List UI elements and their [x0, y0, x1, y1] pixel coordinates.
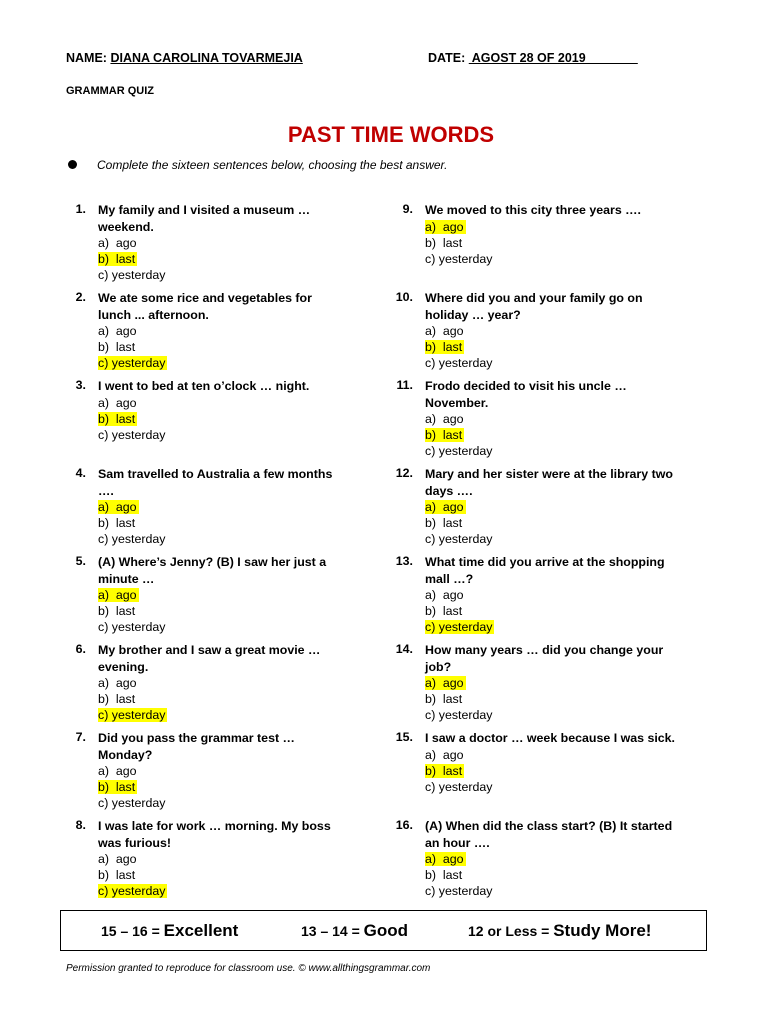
answer-option: [425, 707, 675, 723]
instructions: Complete the sixteen sentences below, choosing the best answer.: [97, 158, 448, 172]
answer-option: [98, 427, 348, 443]
question-number: 8.: [75, 818, 86, 832]
question-number: 13.: [395, 554, 413, 568]
selected-answer: a) ago: [425, 500, 464, 514]
option-text: c) yesterday: [425, 356, 493, 370]
answer-option: [98, 691, 348, 707]
selected-answer: b) last: [98, 411, 136, 426]
question-stem: We ate some rice and vegetables for lunch ... afternoon.: [98, 291, 312, 322]
score-label: Excellent: [163, 921, 239, 940]
question-body: [425, 378, 675, 459]
answer-option: [98, 339, 348, 355]
answer-option: [425, 251, 675, 267]
date-line: [428, 51, 638, 65]
question-number: 12.: [395, 466, 413, 480]
question-9: [389, 202, 689, 290]
option-text: b) last: [98, 340, 136, 354]
selected-answer: c) yesterday: [425, 620, 493, 634]
questions-right-column: [389, 202, 689, 906]
questions-left-column: [62, 202, 362, 906]
option-text: c) yesterday: [425, 444, 493, 458]
answer-option: [425, 747, 675, 763]
question-body: [98, 642, 348, 723]
option-text: c) yesterday: [98, 796, 166, 810]
answer-option: [425, 499, 675, 515]
question-number: 3.: [75, 378, 86, 392]
answer-option: [98, 323, 348, 339]
score-range: 12 or Less =: [468, 923, 554, 939]
question-11: [389, 378, 689, 466]
quiz-label: GRAMMAR QUIZ: [66, 85, 154, 97]
option-text: a) ago: [98, 764, 137, 778]
question-4: [62, 466, 362, 554]
question-stem: Where did you and your family go on holiday … year?: [425, 291, 643, 322]
answer-option: [425, 779, 675, 795]
selected-answer: a) ago: [425, 852, 464, 866]
question-stem: My brother and I saw a great movie … evening.: [98, 643, 321, 674]
score-range: 13 – 14 =: [301, 923, 364, 939]
answer-option: [425, 411, 675, 427]
bullet-icon: [68, 160, 77, 169]
selected-answer: b) last: [425, 763, 463, 778]
answer-option: [98, 411, 348, 427]
answer-option: [98, 851, 348, 867]
score-label: Good: [363, 921, 409, 940]
question-12: [389, 466, 689, 554]
selected-answer: a) ago: [98, 588, 137, 602]
question-number: 11.: [396, 378, 413, 392]
question-stem: Sam travelled to Australia a few months ….: [98, 467, 333, 498]
option-text: b) last: [98, 692, 136, 706]
question-number: 16.: [395, 818, 413, 832]
question-number: 7.: [75, 730, 86, 744]
score-good: [301, 921, 408, 941]
question-10: [389, 290, 689, 378]
question-stem: My family and I visited a museum … weekend.: [98, 203, 311, 234]
option-text: b) last: [425, 692, 463, 706]
option-text: b) last: [98, 604, 136, 618]
question-15: [389, 730, 689, 818]
question-stem: We moved to this city three years ….: [425, 203, 641, 217]
answer-option: [425, 323, 675, 339]
question-body: [425, 466, 675, 547]
answer-option: [98, 587, 348, 603]
option-text: a) ago: [98, 852, 137, 866]
answer-option: [98, 603, 348, 619]
answer-option: [98, 883, 348, 899]
answer-option: [98, 499, 348, 515]
question-number: 14.: [395, 642, 413, 656]
option-text: b) last: [425, 235, 463, 250]
answer-option: [98, 395, 348, 411]
option-text: a) ago: [98, 395, 137, 410]
option-text: c) yesterday: [98, 427, 166, 442]
question-body: [98, 378, 348, 443]
option-text: c) yesterday: [98, 532, 166, 546]
answer-option: [98, 515, 348, 531]
score-box: [60, 910, 707, 951]
option-text: a) ago: [425, 747, 464, 762]
option-text: c) yesterday: [425, 251, 493, 266]
name-value: DIANA CAROLINA TOVARMEJIA: [110, 51, 303, 65]
answer-option: [98, 795, 348, 811]
question-body: [425, 554, 675, 635]
answer-option: [98, 675, 348, 691]
question-body: [425, 290, 675, 371]
name-line: [66, 51, 303, 65]
score-range: 15 – 16 =: [101, 923, 164, 939]
answer-option: [98, 619, 348, 635]
answer-option: [98, 867, 348, 883]
option-text: b) last: [425, 868, 463, 882]
option-text: c) yesterday: [425, 779, 493, 794]
answer-option: [425, 763, 675, 779]
question-body: [98, 290, 348, 371]
selected-answer: b) last: [425, 428, 463, 442]
answer-option: [425, 515, 675, 531]
question-stem: Did you pass the grammar test … Monday?: [98, 731, 295, 762]
date-value: AGOST 28 OF 2019: [468, 51, 638, 65]
option-text: c) yesterday: [98, 268, 166, 282]
question-stem: I saw a doctor … week because I was sick.: [425, 731, 675, 745]
answer-option: [425, 531, 675, 547]
score-label: Study More!: [553, 921, 652, 940]
question-2: [62, 290, 362, 378]
answer-option: [98, 251, 348, 267]
question-6: [62, 642, 362, 730]
question-number: 2.: [75, 290, 86, 304]
selected-answer: b) last: [98, 252, 136, 266]
question-16: [389, 818, 689, 906]
option-text: c) yesterday: [425, 884, 493, 898]
answer-option: [425, 427, 675, 443]
question-stem: (A) Where’s Jenny? (B) I saw her just a minute …: [98, 555, 327, 586]
question-number: 10.: [395, 290, 413, 304]
option-text: a) ago: [425, 324, 464, 338]
name-label: NAME:: [66, 51, 107, 65]
question-stem: Frodo decided to visit his uncle … November.: [425, 379, 627, 410]
answer-option: [425, 355, 675, 371]
selected-answer: c) yesterday: [98, 884, 166, 898]
question-5: [62, 554, 362, 642]
answer-option: [425, 867, 675, 883]
question-body: [425, 730, 675, 795]
option-text: b) last: [98, 516, 136, 530]
question-body: [98, 730, 348, 811]
answer-option: [98, 355, 348, 371]
selected-answer: c) yesterday: [98, 356, 166, 370]
question-3: [62, 378, 362, 466]
answer-option: [98, 531, 348, 547]
option-text: a) ago: [98, 236, 137, 250]
score-study-more: [468, 921, 651, 941]
option-text: a) ago: [425, 412, 464, 426]
question-7: [62, 730, 362, 818]
option-text: c) yesterday: [425, 532, 493, 546]
answer-option: [98, 707, 348, 723]
answer-option: [425, 235, 675, 251]
question-stem: How many years … did you change your job?: [425, 643, 664, 674]
question-stem: I went to bed at ten o’clock … night.: [98, 379, 310, 393]
option-text: c) yesterday: [98, 620, 166, 634]
selected-answer: b) last: [425, 340, 463, 354]
answer-option: [425, 603, 675, 619]
score-excellent: [101, 921, 238, 941]
question-body: [98, 554, 348, 635]
date-label: DATE:: [428, 51, 466, 65]
answer-option: [98, 267, 348, 283]
answer-option: [98, 235, 348, 251]
selected-answer: a) ago: [425, 676, 464, 690]
question-stem: What time did you arrive at the shopping mall …?: [425, 555, 665, 586]
question-stem: I was late for work … morning. My boss was furious!: [98, 819, 331, 850]
option-text: b) last: [425, 516, 463, 530]
selected-answer: b) last: [98, 780, 136, 794]
answer-option: [98, 763, 348, 779]
selected-answer: a) ago: [98, 500, 137, 514]
question-number: 4.: [75, 466, 86, 480]
question-body: [425, 642, 675, 723]
question-1: [62, 202, 362, 290]
question-13: [389, 554, 689, 642]
option-text: b) last: [425, 604, 463, 618]
answer-option: [425, 339, 675, 355]
selected-answer: c) yesterday: [98, 708, 166, 722]
footer-permission: Permission granted to reproduce for classroom use. © www.allthingsgrammar.com: [66, 963, 431, 974]
option-text: a) ago: [98, 324, 137, 338]
question-stem: Mary and her sister were at the library two days ….: [425, 467, 673, 498]
answer-option: [425, 851, 675, 867]
question-body: [98, 466, 348, 547]
option-text: a) ago: [425, 588, 464, 602]
option-text: c) yesterday: [425, 708, 493, 722]
answer-option: [425, 219, 675, 235]
question-body: [425, 818, 675, 899]
question-body: [98, 818, 348, 899]
answer-option: [425, 443, 675, 459]
question-body: [425, 202, 675, 267]
answer-option: [425, 619, 675, 635]
answer-option: [98, 779, 348, 795]
question-14: [389, 642, 689, 730]
question-number: 6.: [75, 642, 86, 656]
answer-option: [425, 691, 675, 707]
answer-option: [425, 587, 675, 603]
option-text: a) ago: [98, 676, 137, 690]
question-stem: (A) When did the class start? (B) It started an hour ….: [425, 819, 673, 850]
question-number: 9.: [402, 202, 413, 216]
question-number: 15.: [395, 730, 413, 744]
question-number: 1.: [75, 202, 86, 216]
answer-option: [425, 675, 675, 691]
page-title: PAST TIME WORDS: [287, 122, 495, 147]
question-body: [98, 202, 348, 283]
selected-answer: a) ago: [425, 219, 464, 234]
question-number: 5.: [75, 554, 86, 568]
option-text: b) last: [98, 868, 136, 882]
question-8: [62, 818, 362, 906]
answer-option: [425, 883, 675, 899]
